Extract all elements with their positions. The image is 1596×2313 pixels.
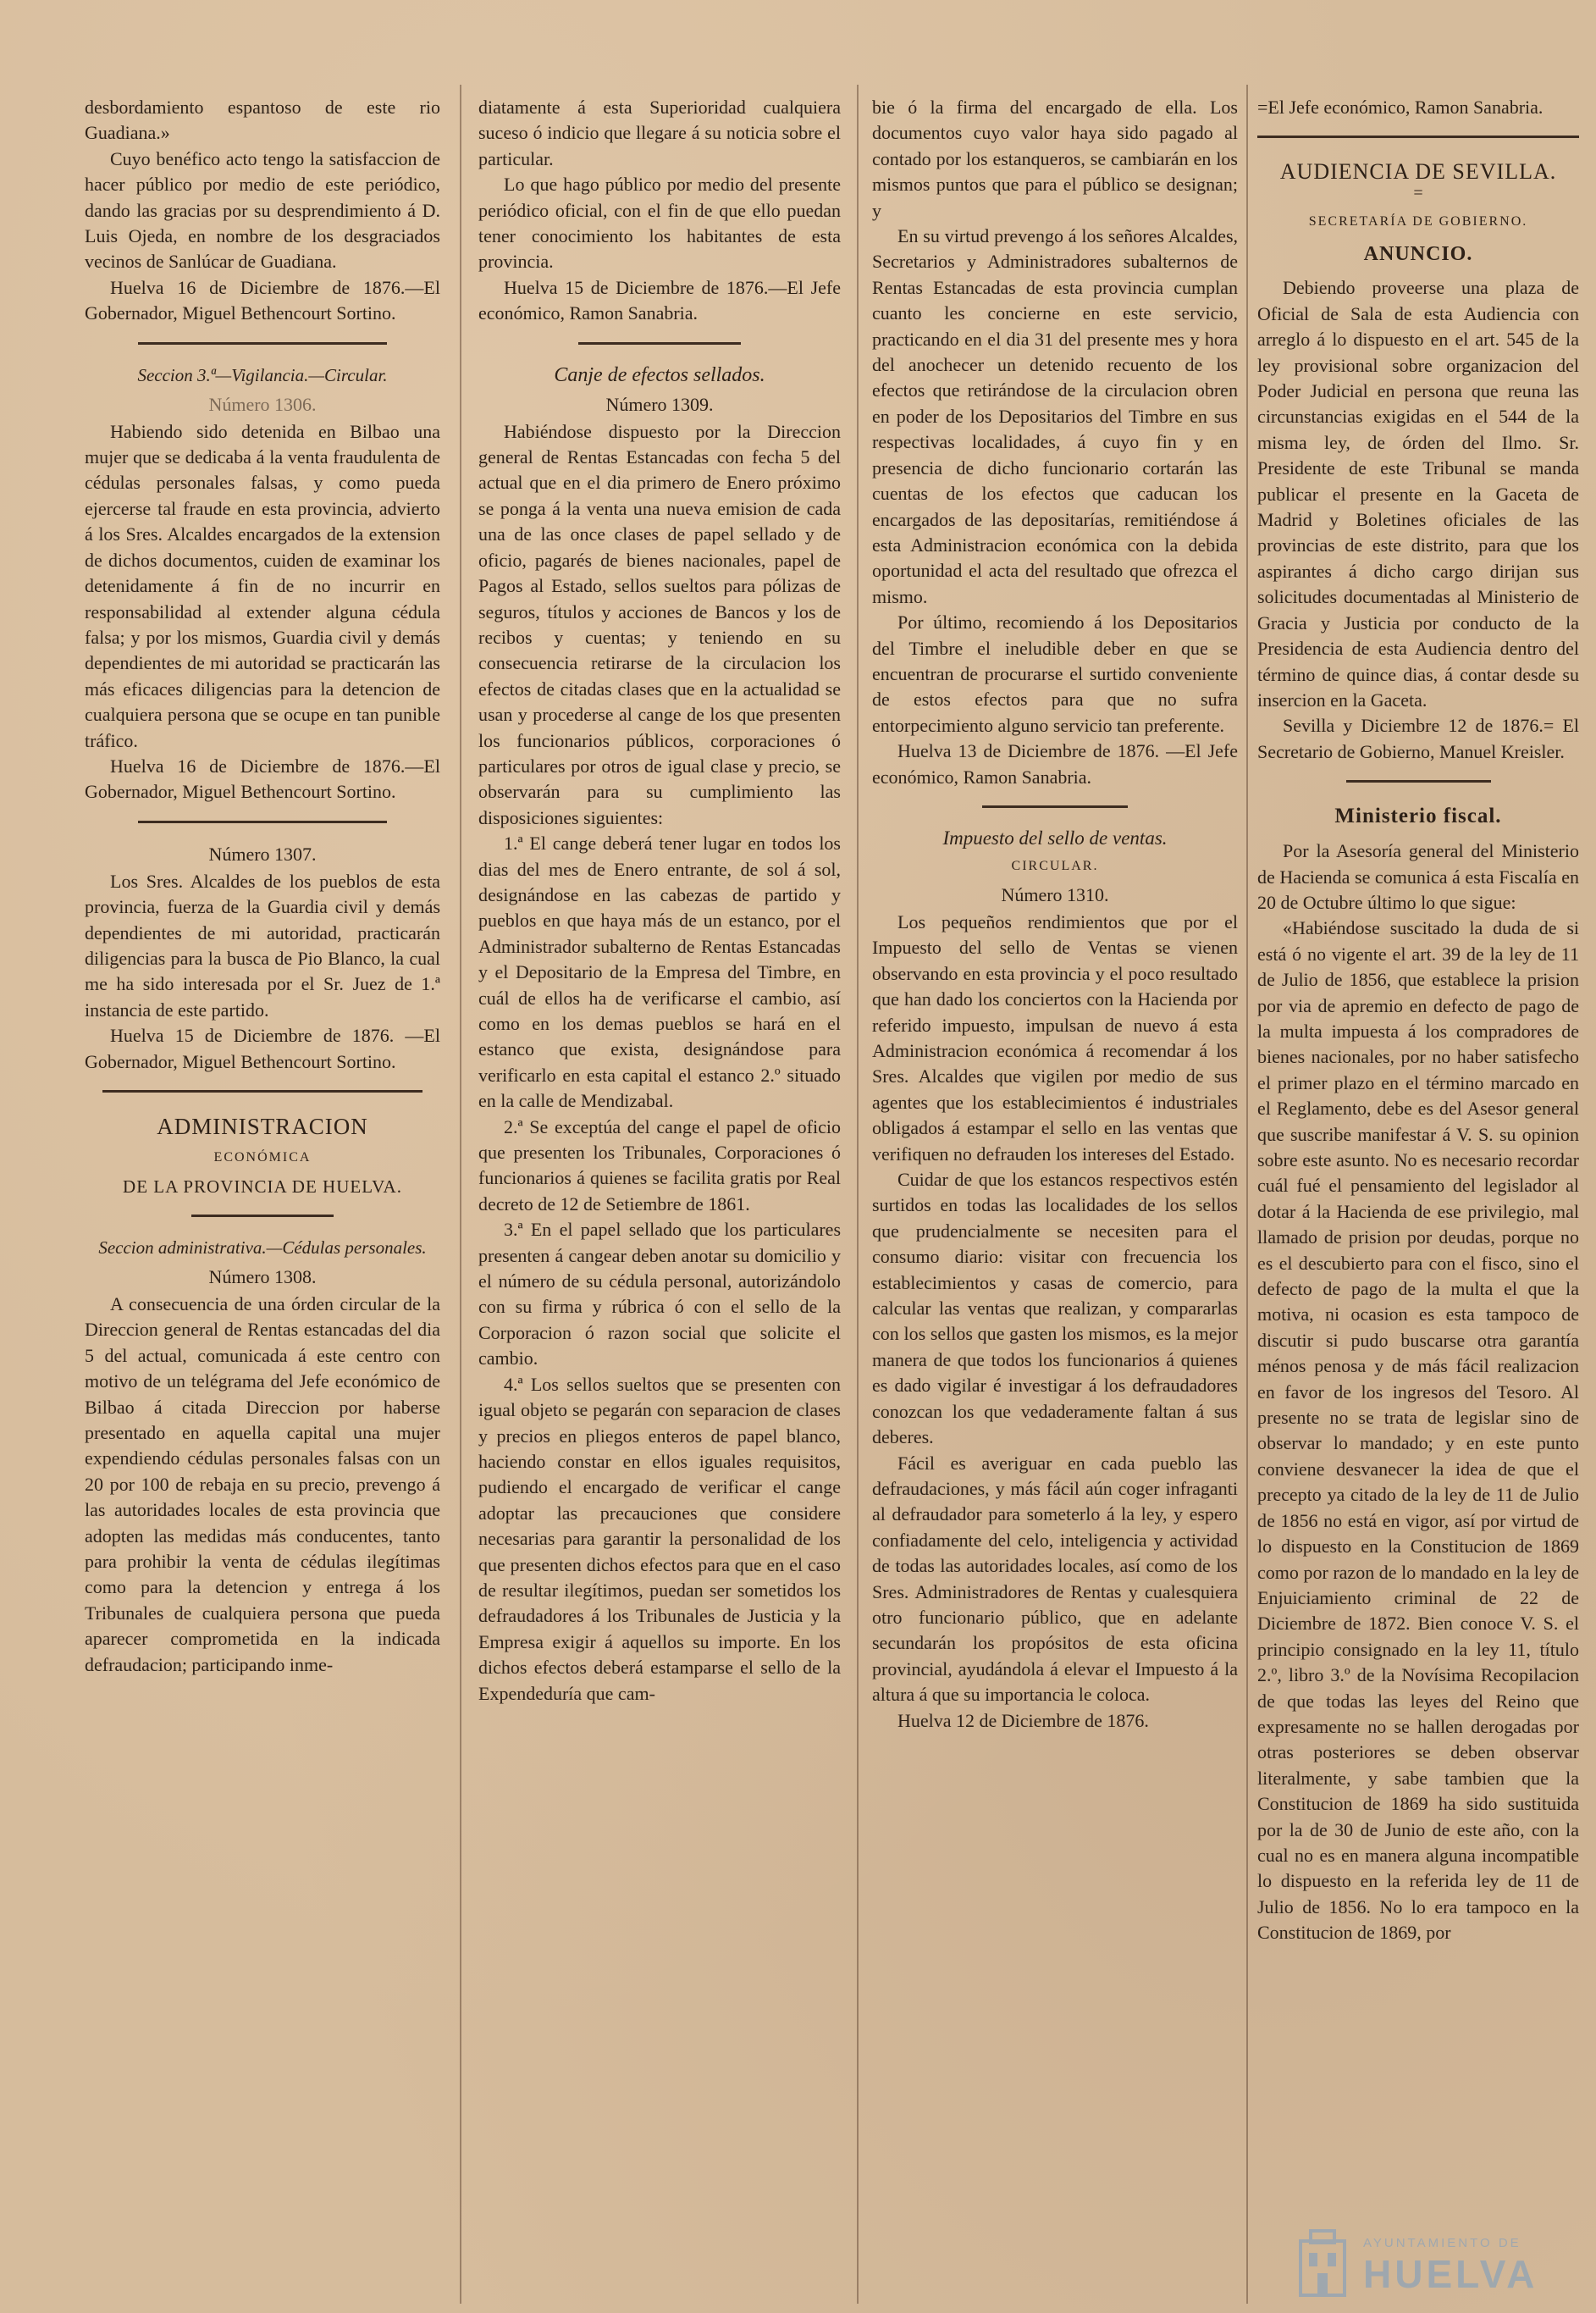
paragraph: Por la Asesoría general del Ministerio de Hacienda se comunica á esta Fiscalía en 20 de Octubre último lo que sigue: <box>1257 840 1579 913</box>
section-title: Ministerio fiscal. <box>1334 805 1502 828</box>
signature: =El Jefe económico, Ramon Sanabria. <box>1257 97 1544 118</box>
signature: Sevilla y Diciembre 12 de 1876.= El Secretario de Gobierno, Manuel Kreisler. <box>1257 715 1579 762</box>
building-logo-icon <box>1295 2229 1350 2299</box>
section-subtitle: ECONÓMICA <box>213 1150 312 1165</box>
paragraph: Los Sres. Alcaldes de los pueblos de esta provincia, fuerza de la Guardia civil y demás dependientes de mi autoridad, practicarán diligencias para la busca de Pio Blanco, la cual me ha sido interesada por el Sr. Juez de 1.ª instancia de este partido. <box>85 870 440 1021</box>
section-heading: Canje de efectos sellados. <box>554 363 765 386</box>
column-2 <box>478 95 841 2280</box>
paragraph: 3.ª En el papel sellado que los particulares presenten á cangear deben anotar su domicilio y el número de su cédula personal, autorizándolo con su firma y rúbrica ó con el sello de la Corporacion ó razon social que solicite el cambio. <box>478 1219 841 1370</box>
watermark-line-2: HUELVA <box>1363 2252 1538 2296</box>
signature: Huelva 12 de Diciembre de 1876. <box>897 1709 1149 1731</box>
paragraph: Los pequeños rendimientos que por el Impuesto del sello de Ventas se vienen observando en esta provincia y el poco resultado que han dado los conciertos con la Hacienda por referido impuesto, impulsan de nuevo á esta Administracion económica á recomendar á los Sres. Alcaldes que vigilen por medio de sus agentes que los establecimientos é industriales obligados á estampar el sello en las ventas que verifiquen no defrauden los intereses del Estado. <box>872 910 1238 1165</box>
paragraph: Lo que hago público por medio del presente periódico oficial, con el fin de que ello puedan tener conocimiento los habitantes de esta provincia. <box>478 174 841 273</box>
section-subtitle: CIRCULAR. <box>1011 858 1099 873</box>
item-number: Número 1306. <box>208 393 317 415</box>
section-subtitle: SECRETARÍA DE GOBIERNO. <box>1308 214 1528 230</box>
paragraph: En su virtud prevengo á los señores Alcaldes, Secretarios y Administradores subalternos de Rentas Estancadas de esta provincia cumplan cuanto les concierne en este servicio, practicando en el dia 31 del presente mes y hora del anochecer un detenido recuento de los efectos que retirándose de la circulacion obren en poder de los Depositarios del Timbre en sus respectivas localidades, á cuyo fin y en presencia de dicho funcionario cortarán las cuentas de los efectos que caducan los encargados de las depositarías, remitiéndose á esta Administracion económica con la debida oportunidad el acta del resultado que ofrezca el mismo. <box>872 225 1238 607</box>
column-rule <box>857 85 859 2304</box>
paragraph: 2.ª Se exceptúa del cange el papel de oficio que presenten los Tribunales, Corporaciones ó funcionarios á quienes se facilita gratis por Real decreto de 12 de Setiembre de 1861. <box>478 1115 841 1215</box>
archive-watermark <box>1295 2226 1575 2302</box>
section-divider <box>1346 780 1491 783</box>
signature: Huelva 13 de Diciembre de 1876. —El Jefe económico, Ramon Sanabria. <box>872 740 1238 788</box>
paragraph: Debiendo proveerse una plaza de Oficial de Sala de esta Audiencia con arreglo á lo dispuesto en el art. 545 de la ley provisional sobre organizacion del Poder Judicial en persona que reuna las circunstancias exigidas en el 544 de la misma ley, de órden del Ilmo. Sr. Presidente de este Tribunal se manda publicar el presente en la Gaceta de Madrid y Boletines oficiales de las provincias de este distrito, para que los aspirantes á dicho cargo dirijan sus solicitudes documentadas al Ministerio de Gracia y Justicia por conducto de la Presidencia de esta Audiencia dentro del término de quince dias, á contar desde su insercion en la Gaceta. <box>1257 277 1579 711</box>
section-heading: Seccion administrativa.—Cédulas personales. <box>98 1237 427 1258</box>
section-divider <box>578 342 742 345</box>
item-number: Número 1307. <box>208 843 317 865</box>
paragraph: «Habiéndose suscitado la duda de si está ó no vigente el art. 39 de la ley de 11 de Julio de 1856, que establece la prision por via de apremio en defecto de pago de la multa impuesta á los compradores de bienes nacionales, por no haber satisfecho el primer plazo en el término marcado en el Reglamento, debe es del Asesor general que suscribe manifestar á V. S. su opinion sobre este asunto. No es necesario recordar cuál fué el pensamiento del legislador al dotar á la Hacienda de ese privilegio, mal llamado de prision por deudas, porque no es el descubierto para con el fisco, sino el defecto de pago de la multa el que la motiva, ni ocasion es esta tampoco de discutir si pudo buscarse otra garantía ménos penosa y de más fácil realizacion en favor de los ingresos del Tesoro. Al presente no se trata de legislar sino de observar lo mandado; y en este punto conviene desvanecer la idea de que el precepto ya citado de la ley de 11 de Julio de 1856 no está en vigor, así por virtud de lo dispuesto en la Constitucion de 1869 como por razon de lo mandado en la ley de Enjuiciamiento criminal de 22 de Diciembre de 1872. Bien conoce V. S. el principio consignado en la ley 11, título 2.º, libro 3.º de la Novísima Recopilacion de que todas las leyes del Reino que expresamente no se hallen derogadas por otras posteriores se deben observar literalmente, y sabe tambien que la Constitucion de 1869 ha sido sustituida por la de 30 de Junio de este año, con la cual no es en manera alguna incompatible lo dispuesto en la referida ley de 11 de Julio de 1856. No lo era tampoco en la Constitucion de 1869, por <box>1257 917 1579 1944</box>
signature: Huelva 16 de Diciembre de 1876.—El Gobernador, Miguel Bethencourt Sortino. <box>85 276 440 324</box>
signature: Huelva 15 de Diciembre de 1876.—El Jefe económico, Ramon Sanabria. <box>478 276 841 324</box>
column-1 <box>85 95 440 2280</box>
paragraph: 1.ª El cange deberá tener lugar en todos los dias del mes de Enero entrante, de sol á sol, designándose en las cabezas de partido y pueblos en que haya más de un estanco, por el Administrador subalterno de Rentas Estancadas y el Depositario de la Empresa del Timbre, en cuál de ellos ha de verificarse el cambio, así como en los demas pueblos se hará en el estanco que exista, designándose para verificarlo en esta capital el estanco 2.º situado en la calle de Mendizabal. <box>478 833 841 1112</box>
column-3 <box>872 95 1238 2280</box>
paragraph: diatamente á esta Superioridad cualquiera suceso ó indicio que llegare á su noticia sobre el particular. <box>478 97 841 169</box>
watermark-line-1: AYUNTAMIENTO DE <box>1363 2236 1521 2250</box>
section-subtitle: DE LA PROVINCIA DE HUELVA. <box>123 1176 402 1197</box>
ornament: = <box>1413 184 1423 203</box>
paragraph: A consecuencia de una órden circular de la Direccion general de Rentas estancadas del dia 5 del actual, comunicada á este centro con motivo de un telégrama del Jefe económico de Bilbao á citada Direccion por haberse presentado en aquella capital una mujer expendiendo cédulas personales falsas con un 20 por 100 de rebaja en su precio, prevengo á las autoridades locales de esta provincia que adopten las medidas más conducentes, tanto para prohibir la venta de cédulas ilegítimas como para la detencion y entrega á los Tribunales de cualquiera persona que pueda aparecer comprometida en la indicada defraudacion; participando inme- <box>85 1293 440 1675</box>
section-title: AUDIENCIA DE SEVILLA. <box>1279 159 1557 185</box>
item-number: Número 1308. <box>208 1266 317 1287</box>
item-number: Número 1309. <box>605 393 714 415</box>
paragraph: Cuyo benéfico acto tengo la satisfaccion de hacer público por medio de este periódico, dando las gracias por su desprendimiento á D. Luis Ojeda, en nombre de los desgraciados vecinos de Sanlúcar de Guadiana. <box>85 147 440 273</box>
notice-heading: ANUNCIO. <box>1363 243 1473 266</box>
section-divider <box>191 1215 334 1217</box>
section-divider <box>982 805 1129 808</box>
section-heading: Impuesto del sello de ventas. <box>942 827 1168 849</box>
paragraph: Cuidar de que los estancos respectivos estén surtidos en todas las localidades de los sellos que prudencialmente se necesiten para el consumo diario: visitar con frecuencia los establecimientos y casas de comercio, para calcular las ventas que realizan, y compararlas con los sellos que gasten los mismos, es la mejor manera de que todos los funcionarios á quienes es dado vigilar é investigar á los defraudadores conozcan los que vedaderamente faltan á sus deberes. <box>872 1169 1238 1448</box>
paragraph: Por último, recomiendo á los Depositarios del Timbre el ineludible deber en que se encuentran de procurarse el surtido conveniente de estos efectos para que no sufra entorpecimiento alguno servicio tan preferente. <box>872 611 1238 736</box>
section-divider <box>102 1090 422 1093</box>
paragraph: Habiendo sido detenida en Bilbao una mujer que se dedicaba á la venta fraudulenta de cédulas personales falsas, y como pueda ejercerse tal fraude en esta provincia, advierto á los Sres. Alcaldes encargados de la extension de dichos documentos, cuiden de examinar los detenidamente á fin de no incurrir en responsabilidad al extender alguna cédula falsa; y por los mismos, Guardia civil y demás dependientes de mi autoridad se practicarán las más eficaces diligencias para la detencion de cualquiera persona que se ocupe en tan punible tráfico. <box>85 420 440 751</box>
paragraph: desbordamiento espantoso de este rio Guadiana.» <box>85 97 440 144</box>
signature: Huelva 15 de Diciembre de 1876. —El Gobernador, Miguel Bethencourt Sortino. <box>85 1025 440 1072</box>
signature: Huelva 16 de Diciembre de 1876.—El Gobernador, Miguel Bethencourt Sortino. <box>85 755 440 803</box>
section-divider <box>138 342 387 345</box>
paragraph: Habiéndose dispuesto por la Direccion general de Rentas Estancadas con fecha 5 del actual que en el dia primero de Enero próximo se ponga á la venta una nueva emision de cada una de las once clases de papel sellado y de oficio, pagarés de bienes nacionales, papel de Pagos al Estado, sellos sueltos para pólizas de seguros, títulos y acciones de Bancos y los de recibos y cuentas; y teniendo en su consecuencia retirarse de la circulacion los efectos de citadas clases que en la actualidad se usan y procederse al cange de los que presenten los funcionarios públicos, corporaciones ó particulares por otros de igual clase y precio, se observarán para su cumplimiento las disposiciones siguientes: <box>478 420 841 828</box>
section-heading: Seccion 3.ª—Vigilancia.—Circular. <box>137 364 388 385</box>
column-4 <box>1257 95 1579 2280</box>
column-rule <box>1246 85 1248 2304</box>
paragraph: 4.ª Los sellos sueltos que se presenten con igual objeto se pegarán con separacion de clases y precios en pliegos enteros de papel blanco, haciendo constar en ellos iguales requisitos, pudiendo el encargado de verificar el cange adoptar las precauciones que considere necesarias para garantir la personalidad de los que presenten dichos efectos para que en el caso de resultar ilegítimos, puedan ser sometidos los defraudadores á los Tribunales de Justicia y la Empresa exigir á aquellos su importe. En los dichos efectos deberá estamparse el sello de la Expendeduría que cam- <box>478 1373 841 1704</box>
item-number: Número 1310. <box>1001 883 1109 905</box>
column-rule <box>460 85 461 2304</box>
paragraph: Fácil es averiguar en cada pueblo las defraudaciones, y más fácil aún coger infraganti al defraudador para someterlo á la ley, y espero confiadamente del celo, inteligencia y actividad de todas las autoridades locales, así como de los Sres. Administradores de Rentas y cualesquiera otro funcionario público, que en adelante secundarán los propósitos de esta oficina provincial, ayudándola á elevar el Impuesto á la altura á que su importancia le coloca. <box>872 1452 1238 1706</box>
section-title: ADMINISTRACION <box>157 1114 368 1139</box>
section-divider <box>1257 136 1579 138</box>
paragraph: bie ó la firma del encargado de ella. Los documentos cuyo valor haya sido pagado al contado por los estanqueros, se cambiarán en los mismos puntos que para el público se designan; y <box>872 97 1238 221</box>
section-divider <box>138 821 387 823</box>
